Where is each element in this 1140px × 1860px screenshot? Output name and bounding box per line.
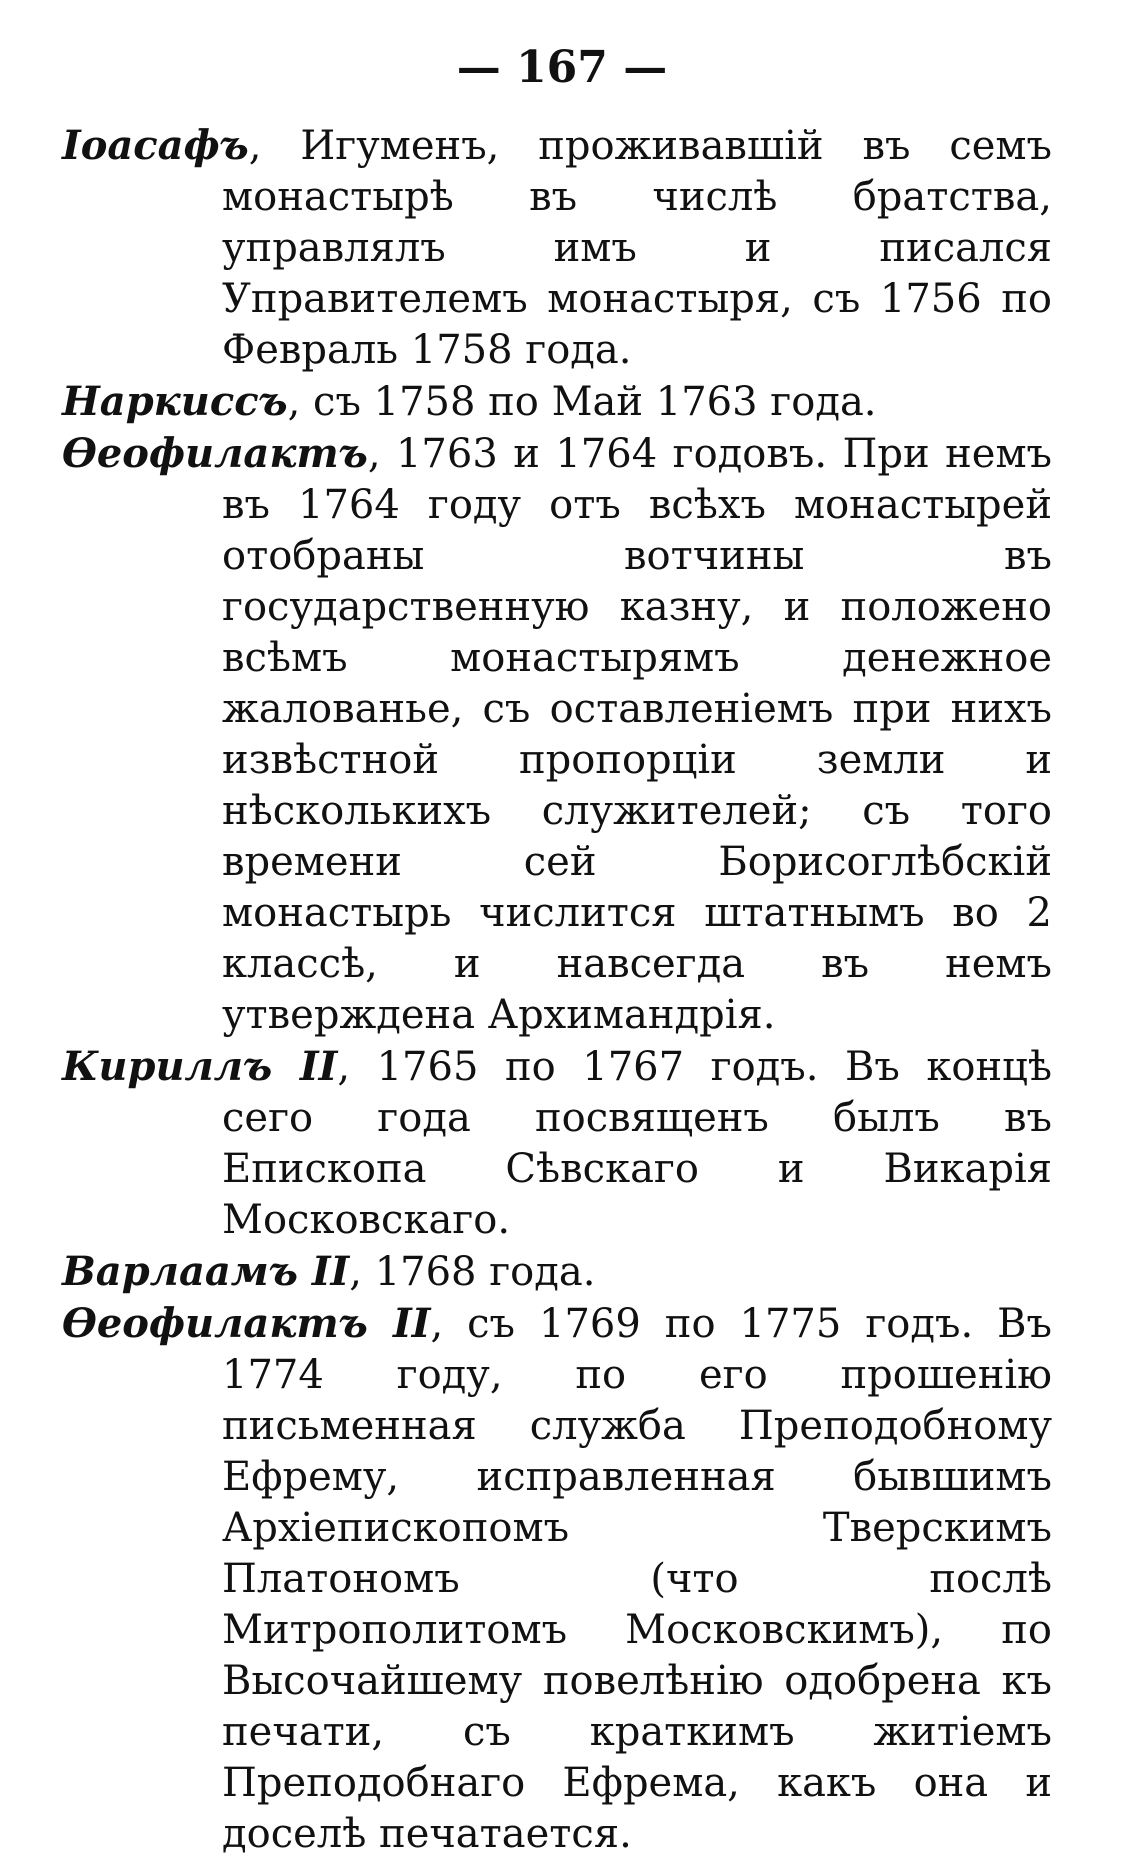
entry-name: Кириллъ II — [62, 1043, 338, 1090]
entry-text: , 1763 и 1764 годовъ. При немъ въ 1764 году отъ всѣхъ монастырей отобраны вотчины въ государственную казну, и положено всѣмъ монастырямъ денежное жалованье, съ оставленіемъ при нихъ извѣстной пропорціи земли и нѣсколькихъ служителей; съ того времени сей Борисоглѣбскій монастырь числится штатнымъ во 2 классѣ, и навсегда въ немъ утверждена Архимандрія. — [222, 431, 1052, 1038]
entry-name: Іоасафъ — [62, 122, 249, 169]
entry-text: , съ 1758 по Май 1763 года. — [287, 379, 877, 425]
entry-feofilakt-ii — [62, 1298, 1052, 1860]
entry-text: , съ 1769 по 1775 годъ. Въ 1774 году, по его прошенію письменная служба Преподобному Ефрему, исправленная бывшимъ Архіепископомъ Тверскимъ Платономъ (что послѣ Митрополитомъ Московскимъ), по Высочайшему повелѣнію одобрена къ печати, съ краткимъ житіемъ Преподобнаго Ефрема, какъ она и доселѣ печатается. — [222, 1301, 1052, 1857]
entry-text: , 1768 года. — [349, 1249, 596, 1295]
entry-name: Ѳеофилактъ II — [62, 1300, 431, 1347]
entry-narkiss — [62, 376, 1052, 428]
entry-kirill-ii — [62, 1041, 1052, 1246]
entry-text: , Игуменъ, проживавшій въ семъ монастырѣ въ числѣ братства, управлялъ имъ и писался Управителемъ монастыря, съ 1756 по Февраль 1758 года. — [222, 123, 1052, 373]
entry-feofilakt — [62, 428, 1052, 1041]
entry-name: Ѳеофилактъ — [62, 430, 368, 477]
book-page — [62, 40, 1052, 1860]
entry-text: , 1765 по 1767 годъ. Въ концѣ сего года посвященъ былъ въ Епископа Сѣвскаго и Викарія Московскаго. — [222, 1044, 1052, 1243]
entry-varlaam-ii — [62, 1246, 1052, 1298]
page-number: — 167 — — [456, 42, 668, 93]
entry-name: Варлаамъ II — [62, 1248, 350, 1295]
entry-name: Наркиссъ — [62, 378, 288, 425]
entry-ioasaf — [62, 120, 1052, 376]
